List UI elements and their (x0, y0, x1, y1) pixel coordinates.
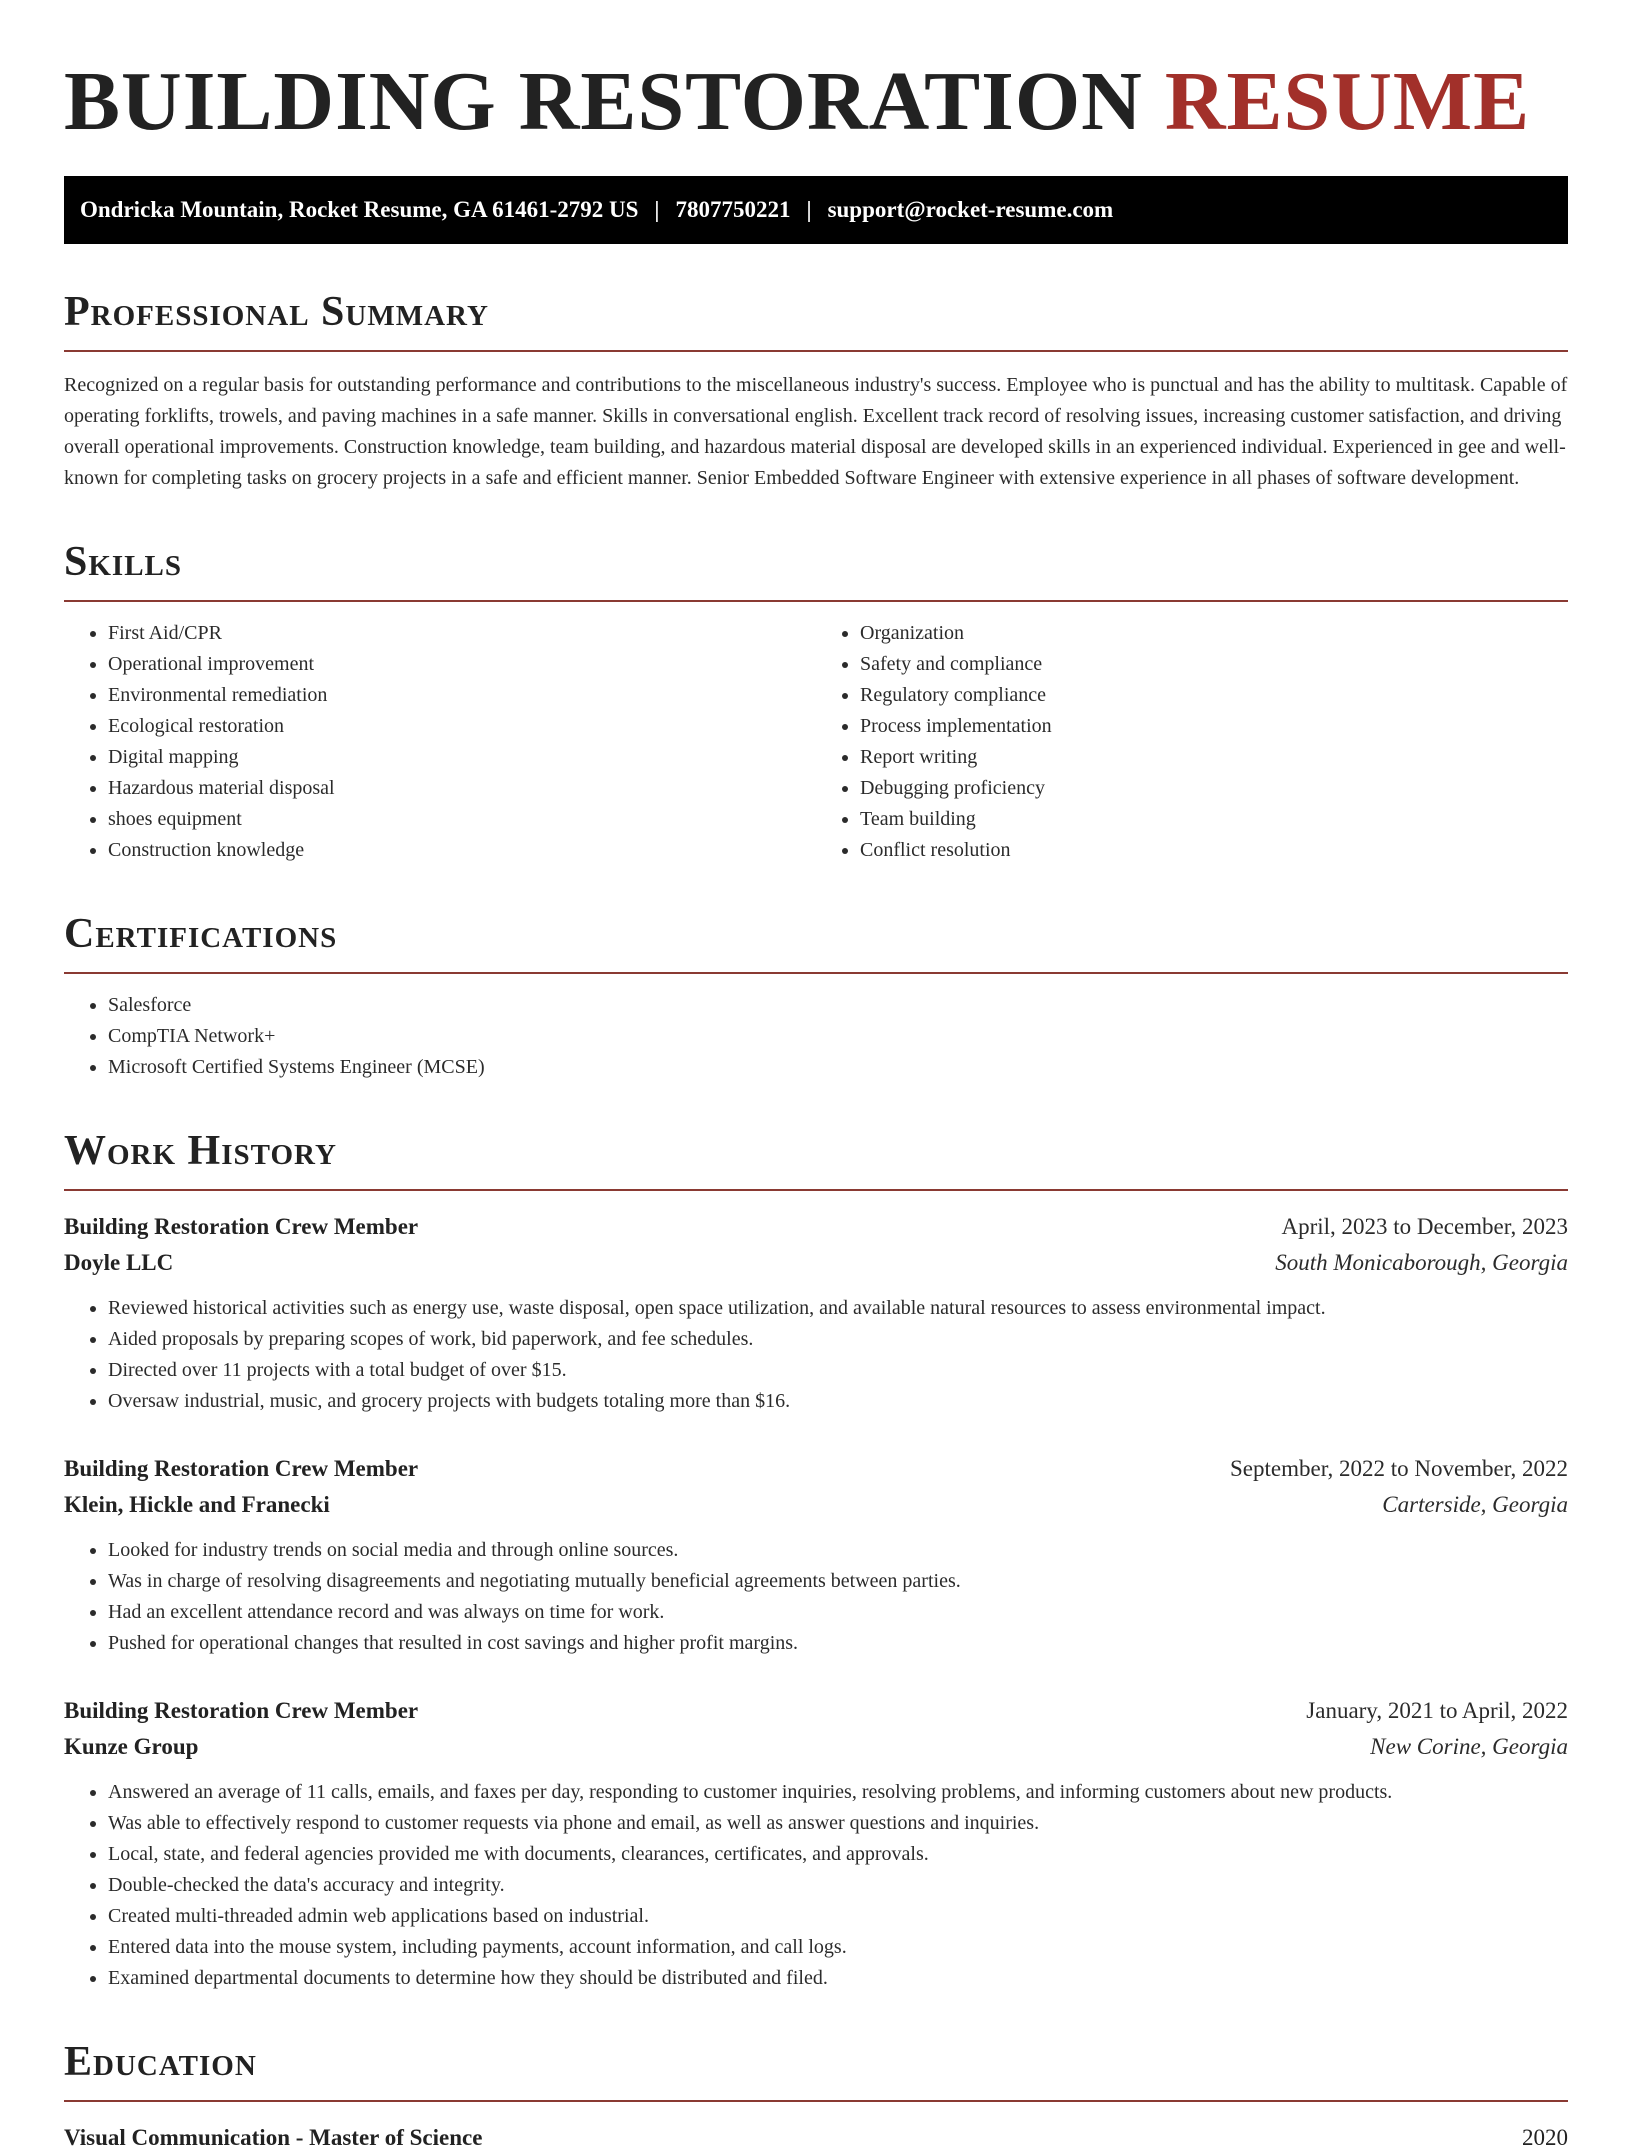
contact-bar (64, 176, 1568, 244)
job-bullet: • Double-checked the data's accuracy and integrity. (108, 1870, 1568, 1901)
skill-item: • Safety and compliance (860, 649, 1568, 680)
certifications-list (64, 990, 1568, 1083)
education-entry (64, 2120, 1568, 2156)
skills-list-right (816, 618, 1568, 866)
contact-address: Ondricka Mountain, Rocket Resume, GA 61461-2792 US (80, 197, 639, 222)
job-dates: April, 2023 to December, 2023 (1281, 1214, 1568, 1239)
skill-item: • shoes equipment (108, 804, 816, 835)
contact-email: support@rocket-resume.com (827, 197, 1114, 222)
skill-item: • Operational improvement (108, 649, 816, 680)
summary-text: Recognized on a regular basis for outstanding performance and contributions to the miscellaneous industry's success. Employee who is punctual and has the ability to multitask. Capable of operating forklifts, trowels, and paving machines in a safe manner. Skills in conversational english. Excellent track record of resolving issues, increasing customer satisfaction, and driving overall operational improvements. Construction knowledge, team building, and hazardous material disposal are developed skills in an experienced individual. Experienced in gee and well-known for completing tasks on grocery projects in a safe and efficient manner. Senior Embedded Software Engineer with extensive experience in all phases of software development. (64, 374, 1568, 489)
job-company: Klein, Hickle and Franecki (64, 1492, 330, 1517)
job-title: Building Restoration Crew Member (64, 1698, 419, 1723)
job-bullet: • Answered an average of 11 calls, emails, and faxes per day, responding to customer inquiries, resolving problems, and informing customers about new products. (108, 1777, 1568, 1808)
job-bullet: • Reviewed historical activities such as energy use, waste disposal, open space utilization, and available natural resources to assess environmental impact. (108, 1293, 1568, 1324)
skill-item: • Hazardous material disposal (108, 773, 816, 804)
skill-item: • Team building (860, 804, 1568, 835)
skill-item: • Report writing (860, 742, 1568, 773)
education-degree: Visual Communication - Master of Science (64, 2125, 483, 2150)
job-bullet: • Oversaw industrial, music, and grocery projects with budgets totaling more than $16. (108, 1386, 1568, 1417)
skill-item: • Regulatory compliance (860, 680, 1568, 711)
job-dates: September, 2022 to November, 2022 (1230, 1456, 1568, 1481)
education-year: 2020 (1522, 2125, 1568, 2150)
job-bullet: • Directed over 11 projects with a total budget of over $15. (108, 1355, 1568, 1386)
skill-item: • Environmental remediation (108, 680, 816, 711)
certification-item: • CompTIA Network+ (108, 1021, 1568, 1052)
certification-item: • Microsoft Certified Systems Engineer (MCSE) (108, 1052, 1568, 1083)
resume-title (64, 0, 1568, 152)
skill-item: • Process implementation (860, 711, 1568, 742)
job-bullets (64, 1777, 1568, 1994)
skill-item: • Ecological restoration (108, 711, 816, 742)
skill-item: • Conflict resolution (860, 835, 1568, 866)
skill-item: • First Aid/CPR (108, 618, 816, 649)
job-bullet: • Was able to effectively respond to customer requests via phone and email, as well as answer questions and inquiries. (108, 1808, 1568, 1839)
job-bullets (64, 1293, 1568, 1417)
certifications-heading: Certifications (64, 910, 1568, 974)
job-location: Carterside, Georgia (1382, 1492, 1568, 1517)
job-title: Building Restoration Crew Member (64, 1214, 419, 1239)
job-bullet: • Examined departmental documents to determine how they should be distributed and filed. (108, 1963, 1568, 1994)
job-bullet: • Entered data into the mouse system, including payments, account information, and call logs. (108, 1932, 1568, 1963)
title-main: BUILDING RESTORATION (64, 55, 1143, 148)
skill-item: • Debugging proficiency (860, 773, 1568, 804)
education-heading: Education (64, 2038, 1568, 2102)
job-location: New Corine, Georgia (1370, 1734, 1568, 1759)
skill-item: • Organization (860, 618, 1568, 649)
job-title: Building Restoration Crew Member (64, 1456, 419, 1481)
skill-item: • Digital mapping (108, 742, 816, 773)
job-company: Kunze Group (64, 1734, 199, 1759)
summary-heading: Professional Summary (64, 288, 1568, 352)
job-entry (64, 1451, 1568, 1659)
certification-item: • Salesforce (108, 990, 1568, 1021)
contact-phone: 7807750221 (675, 197, 791, 222)
job-bullet: • Created multi-threaded admin web applications based on industrial. (108, 1901, 1568, 1932)
job-bullet: • Looked for industry trends on social media and through online sources. (108, 1535, 1568, 1566)
contact-separator: | (654, 197, 660, 222)
title-accent: RESUME (1164, 55, 1531, 148)
job-location: South Monicaborough, Georgia (1275, 1250, 1568, 1275)
job-bullet: • Local, state, and federal agencies provided me with documents, clearances, certificates, and approvals. (108, 1839, 1568, 1870)
job-bullet: • Had an excellent attendance record and was always on time for work. (108, 1597, 1568, 1628)
job-bullet: • Was in charge of resolving disagreements and negotiating mutually beneficial agreements between parties. (108, 1566, 1568, 1597)
job-entry (64, 1209, 1568, 1417)
job-company: Doyle LLC (64, 1250, 174, 1275)
job-entry (64, 1693, 1568, 1994)
work-history-heading: Work History (64, 1127, 1568, 1191)
job-bullet: • Pushed for operational changes that resulted in cost savings and higher profit margins. (108, 1628, 1568, 1659)
job-dates: January, 2021 to April, 2022 (1306, 1698, 1568, 1723)
skills-heading: Skills (64, 538, 1568, 602)
skill-item: • Construction knowledge (108, 835, 816, 866)
contact-separator: | (806, 197, 812, 222)
job-bullets (64, 1535, 1568, 1659)
skills-grid (64, 602, 1568, 866)
job-bullet: • Aided proposals by preparing scopes of work, bid paperwork, and fee schedules. (108, 1324, 1568, 1355)
skills-list-left (64, 618, 816, 866)
